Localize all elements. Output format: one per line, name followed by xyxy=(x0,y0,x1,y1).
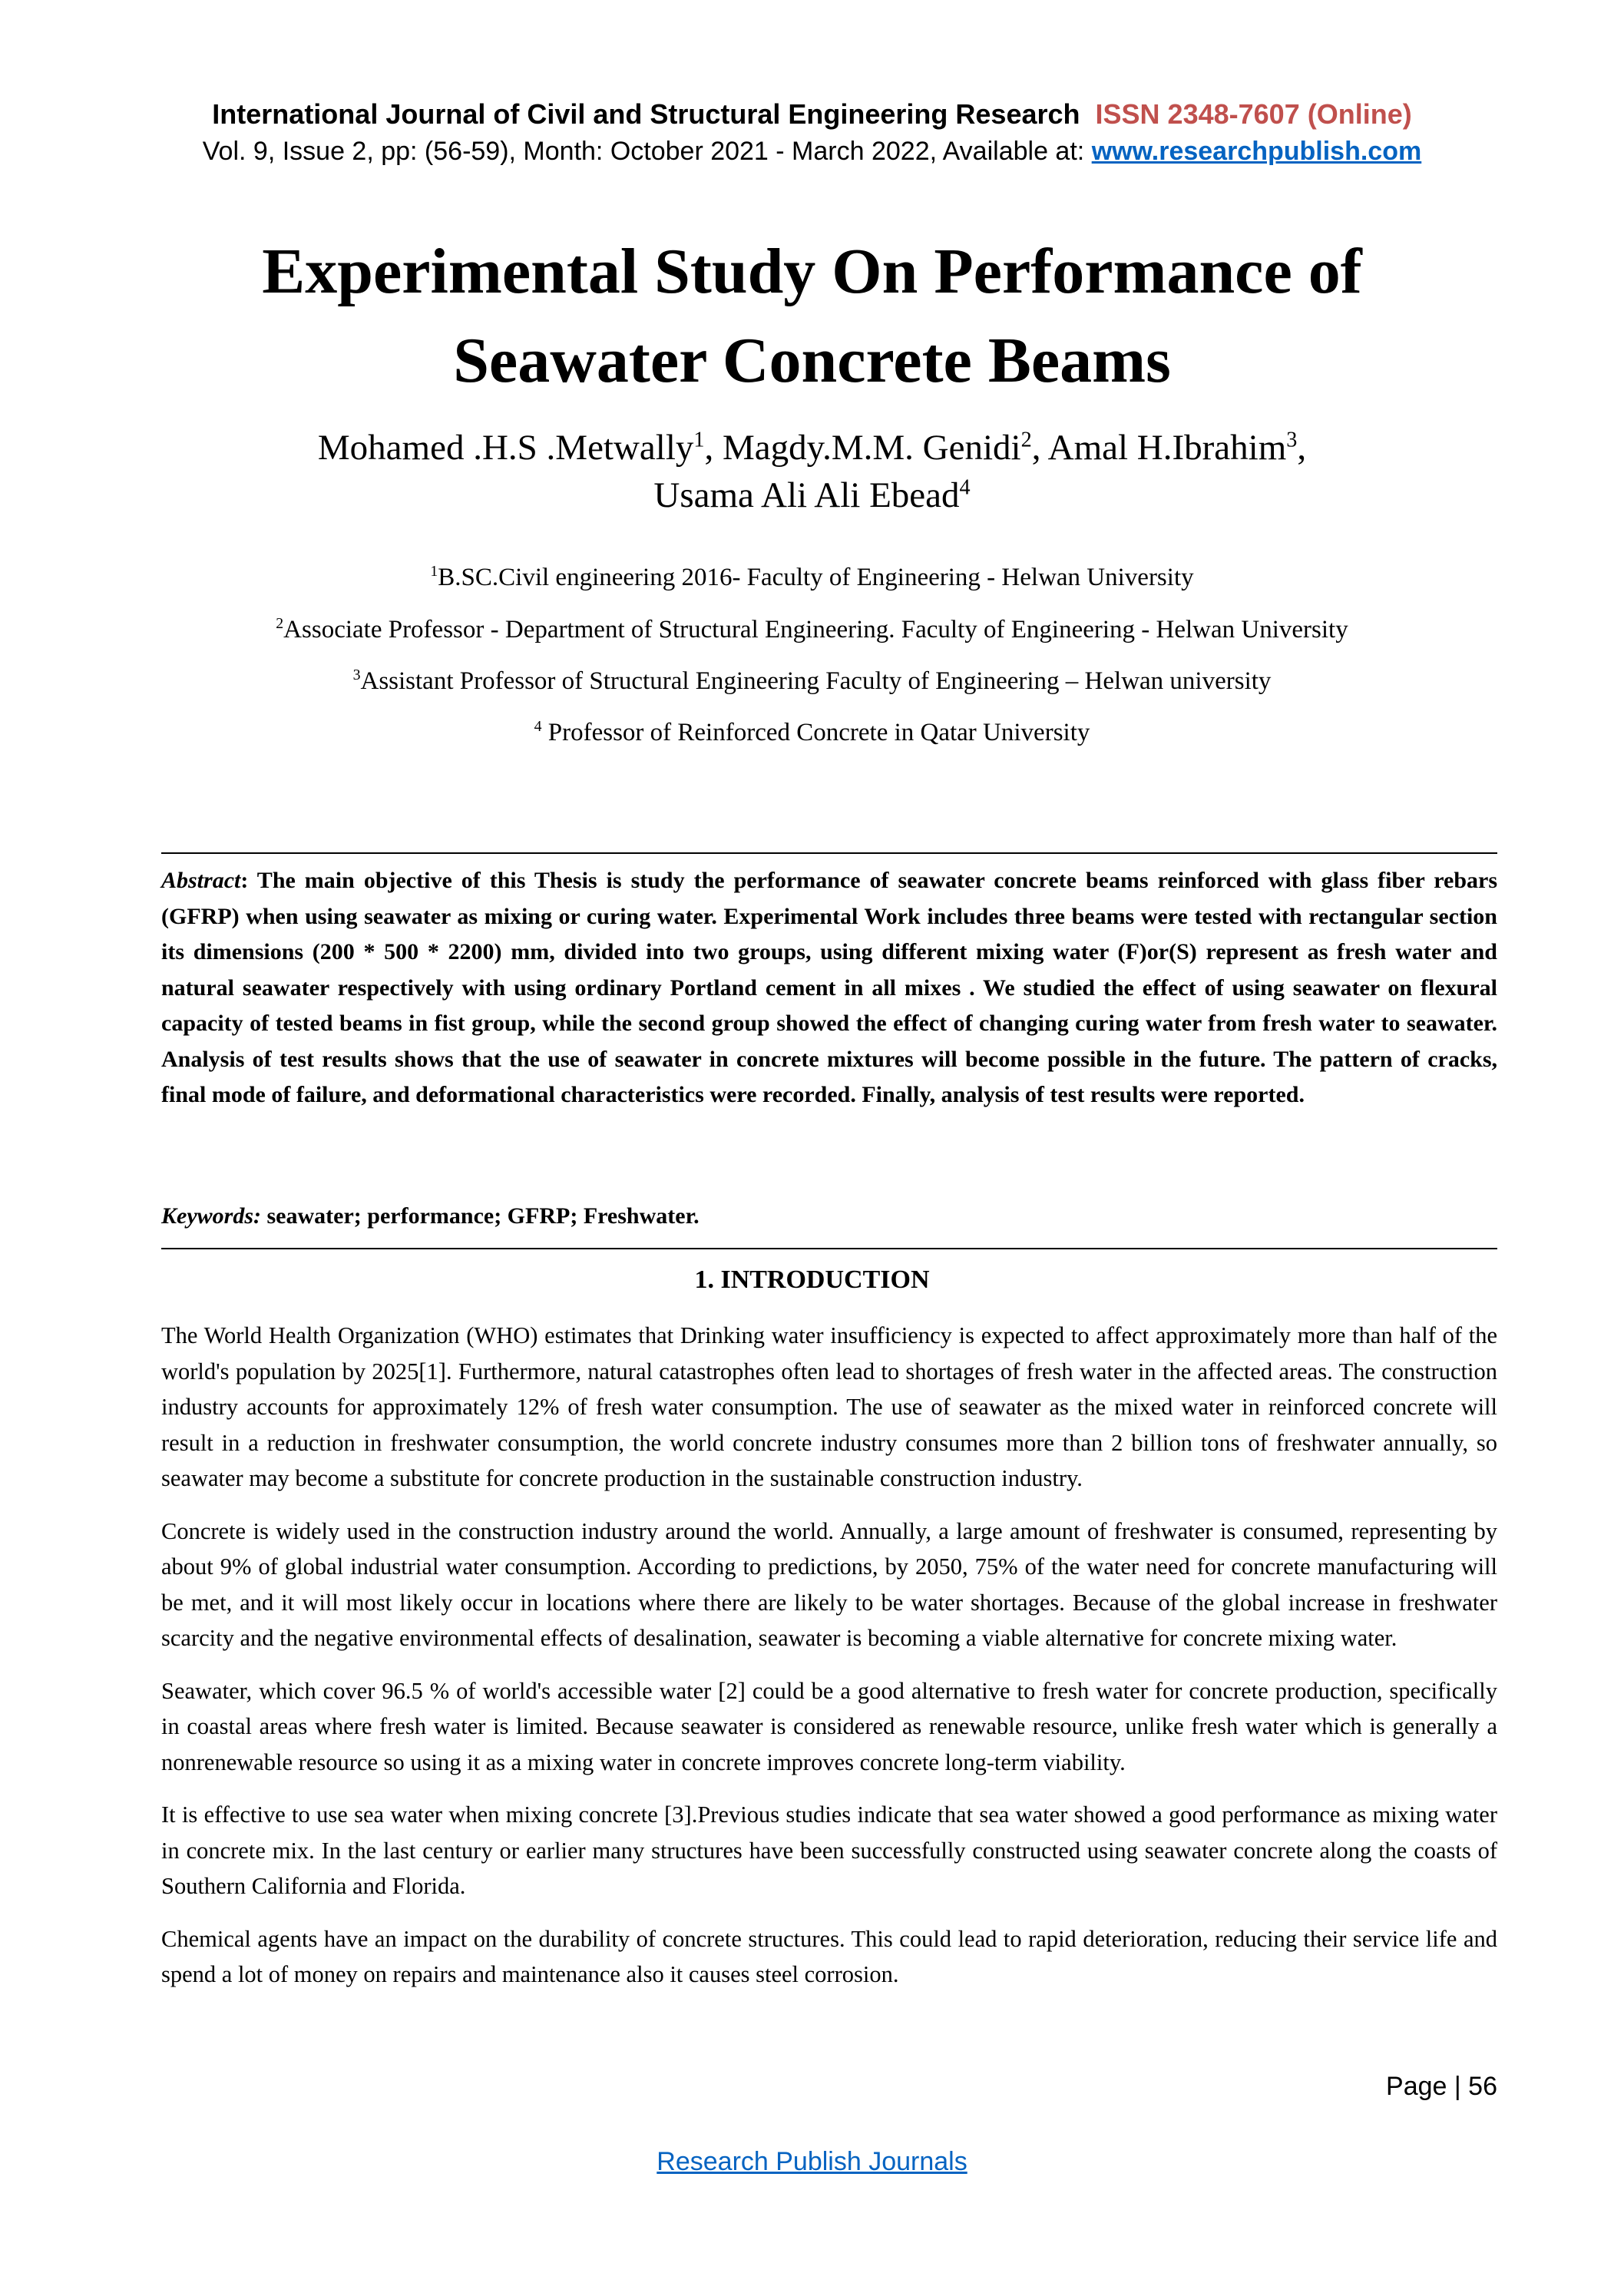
affiliation-text: Assistant Professor of Structural Engineering Faculty of Engineering – Helwan university xyxy=(360,667,1272,695)
affiliation-4 xyxy=(77,719,1547,747)
affiliation-3 xyxy=(77,667,1547,696)
divider-bottom xyxy=(161,1248,1497,1249)
author-name: Magdy.M.M. Genidi xyxy=(723,428,1021,468)
affiliation-sup: 2 xyxy=(276,615,284,632)
affiliation-2 xyxy=(77,616,1547,644)
title-line-1: Experimental Study On Performance of xyxy=(262,236,1362,307)
volume-line xyxy=(0,137,1624,167)
paragraph: Concrete is widely used in the construction industry around the world. Annually, a large amount of freshwater is consumed, representing by about 9% of global industrial water consumption. According to predictions, by 2050, 75% of the water need for concrete manufacturing will be met, and it will most likely occur in locations where there are likely to be water shortages. Because of the global increase in freshwater scarcity and the negative environmental effects of desalination, seawater is becoming a viable alternative for concrete mixing water. xyxy=(161,1517,1497,1651)
affiliation-1 xyxy=(77,564,1547,592)
author-name: Usama Ali Ali Ebead xyxy=(653,475,960,515)
body-text xyxy=(161,1318,1497,2010)
journal-header xyxy=(0,98,1624,131)
title-line-2: Seawater Concrete Beams xyxy=(453,325,1171,396)
affiliation-sup: 3 xyxy=(352,667,361,683)
author-sup: 2 xyxy=(1020,428,1032,452)
affiliation-text: Professor of Reinforced Concrete in Qatar University xyxy=(541,719,1090,746)
paragraph: Chemical agents have an impact on the durability of concrete structures. This could lead to rapid deterioration, reducing their service life and spend a lot of money on repairs and maintenance also it causes steel corrosion. xyxy=(161,1925,1497,1987)
author-name: Amal H.Ibrahim xyxy=(1047,428,1287,468)
affiliation-sup: 1 xyxy=(430,563,438,580)
author-sup: 4 xyxy=(959,475,971,500)
author-list: Mohamed .H.S .Metwally$^1$, Magdy.M.M. Genidi$^2$, Amal H.Ibrahim$^3$, Usama Ali Ali Ebead$^4$ xyxy=(317,428,1307,515)
abstract-text: : The main objective of this Thesis is study the performance of seawater concrete beams reinforced with glass fiber rebars (GFRP) when using seawater as mixing or curing water. Experimental Work includes three beams were tested with rectangular section its dimensions (200 * 500 * 2200) mm, divided into two groups, using different mixing water (F)or(S) represent as fresh water and natural seawater respectively with using ordinary Portland cement in all mixes . We studied the effect of using seawater on flexural capacity of tested beams in fist group, while the second group showed the effect of changing curing water from fresh water to seawater. Analysis of test results shows that the use of seawater in concrete mixtures will become possible in the future. The pattern of cracks, final mode of failure, and deformational characteristics were recorded. Finally, analysis of test results were reported. xyxy=(161,868,1497,1107)
affiliation-text: B.SC.Civil engineering 2016- Faculty of Engineering - Helwan University xyxy=(438,564,1194,591)
paper-title xyxy=(77,227,1547,405)
keywords-text: seawater; performance; GFRP; Freshwater. xyxy=(261,1203,700,1229)
section-heading: 1. INTRODUCTION xyxy=(694,1265,930,1294)
volume-text: Vol. 9, Issue 2, pp: (56-59), Month: October 2021 - March 2022, Available at: xyxy=(202,137,1085,166)
abstract-label: Abstract xyxy=(161,868,241,893)
author-name: Mohamed .H.S .Metwally xyxy=(317,428,694,468)
paragraph: Seawater, which cover 96.5 % of world's accessible water [2] could be a good alternative to fresh water for concrete production, specifically in coastal areas where fresh water is limited. Because seawater is considered as renewable resource, unlike fresh water which is generally a nonrenewable resource so using it as a mixing water in concrete improves concrete long-term viability. xyxy=(161,1677,1497,1775)
keywords xyxy=(161,1203,1497,1229)
keywords-label: Keywords: xyxy=(161,1203,261,1229)
abstract xyxy=(161,863,1497,1113)
paragraph: It is effective to use sea water when mixing concrete [3].Previous studies indicate that sea water showed a good performance as mixing water in concrete mix. In the last century or earlier many structures have been successfully constructed using seawater concrete along the coasts of Southern California and Florida. xyxy=(161,1801,1497,1899)
affiliation-text: Associate Professor - Department of Structural Engineering. Faculty of Engineering - Helwan University xyxy=(283,616,1348,643)
author-sup: 3 xyxy=(1286,428,1298,452)
issn: ISSN 2348-7607 (Online) xyxy=(1095,98,1412,130)
page-number: Page | 56 xyxy=(1386,2072,1497,2101)
footer-link[interactable]: Research Publish Journals xyxy=(657,2147,967,2176)
footer xyxy=(0,2147,1624,2177)
journal-name: International Journal of Civil and Structural Engineering Research xyxy=(212,98,1080,130)
divider-top xyxy=(161,852,1497,854)
author-sup: 1 xyxy=(693,428,705,452)
affiliation-sup: 4 xyxy=(534,718,542,735)
journal-url-link[interactable]: www.researchpublish.com xyxy=(1091,137,1422,166)
paragraph: The World Health Organization (WHO) estimates that Drinking water insufficiency is expected to affect approximately more than half of the world's population by 2025[1]. Furthermore, natural catastrophes often lead to shortages of fresh water in the affected areas. The construction industry accounts for approximately 12% of fresh water consumption. The use of seawater as the mixed water in reinforced concrete will result in a reduction in freshwater consumption, the world concrete industry consumes more than 2 billion tons of freshwater annually, so seawater may become a substitute for concrete production in the sustainable construction industry. xyxy=(161,1322,1497,1491)
